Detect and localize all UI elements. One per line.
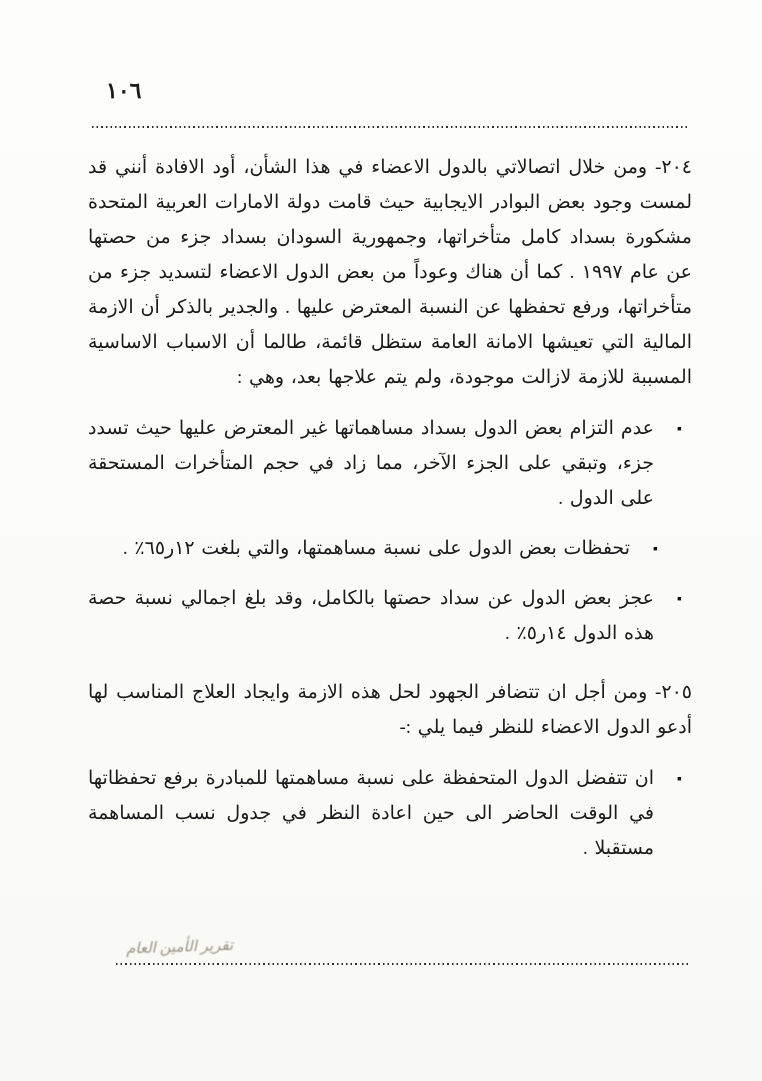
header-dotted-rule <box>92 126 690 128</box>
bullet-square-icon: ▪ <box>653 542 658 557</box>
bullet-item-unpaid-contributions <box>88 411 692 516</box>
bullet-square-icon: ▪ <box>677 772 682 787</box>
footer-handwriting: تقرير الأمين العام <box>125 937 234 958</box>
paragraph-205-marker: ٢٠٥- <box>655 682 692 703</box>
page-content <box>88 150 692 881</box>
paragraph-204-text: ومن خلال اتصالاتي بالدول الاعضاء في هذا الشأن، أود الافادة أنني قد لمست وجود بعض البوادر الايجابية حيث قامت دولة الامارات العربية المتحدة مشكورة بسداد كامل متأخراتها، وجمهورية السودان بسداد جزء من حصتها عن عام ١٩٩٧ . كما أن هناك وعوداً من بعض الدول الاعضاء لتسديد جزء من متأخراتها، ورفع تحفظها عن النسبة المعترض عليها . والجدير بالذكر أن الازمة المالية التي تعيشها الامانة العامة ستظل قائمة، طالما أن الاسباب الاساسية المسببة للازمة لازالت موجودة، ولم يتم علاجها بعد، وهي : <box>88 157 692 388</box>
paragraph-205-text: ومن أجل ان تتضافر الجهود لحل هذه الازمة وايجاد العلاج المناسب لها أدعو الدول الاعضاء للنظر فيما يلي :- <box>88 682 692 738</box>
bullet-item-full-default-percentage <box>88 581 692 651</box>
footer-dotted-rule <box>116 963 690 965</box>
bullet-text: تحفظات بعض الدول على نسبة مساهمتها، والتي بلغت ١٢ر٦٥٪ . <box>122 538 630 559</box>
page-number: ١٠٦ <box>106 78 142 103</box>
bullet-item-lift-reservations <box>88 761 692 866</box>
bullet-text: عدم التزام بعض الدول بسداد مساهماتها غير المعترض عليها حيث تسدد جزء، وتبقي على الجزء الآخر، مما زاد في حجم المتأخرات المستحقة على الدول . <box>88 418 654 509</box>
bullet-square-icon: ▪ <box>677 592 682 607</box>
paragraph-204 <box>88 150 692 395</box>
bullet-text: ان تتفضل الدول المتحفظة على نسبة مساهمتها للمبادرة برفع تحفظاتها في الوقت الحاضر الى حين اعادة النظر في جدول نسب المساهمة مستقبلا . <box>88 768 654 859</box>
bullet-item-reservations-percentage <box>88 531 692 566</box>
paragraph-204-marker: ٢٠٤- <box>655 157 693 178</box>
bullet-text: عجز بعض الدول عن سداد حصتها بالكامل، وقد بلغ اجمالي نسبة حصة هذه الدول ١٤ر٥٪ . <box>88 588 654 644</box>
bullet-square-icon: ▪ <box>677 422 682 437</box>
paragraph-205 <box>88 675 692 745</box>
